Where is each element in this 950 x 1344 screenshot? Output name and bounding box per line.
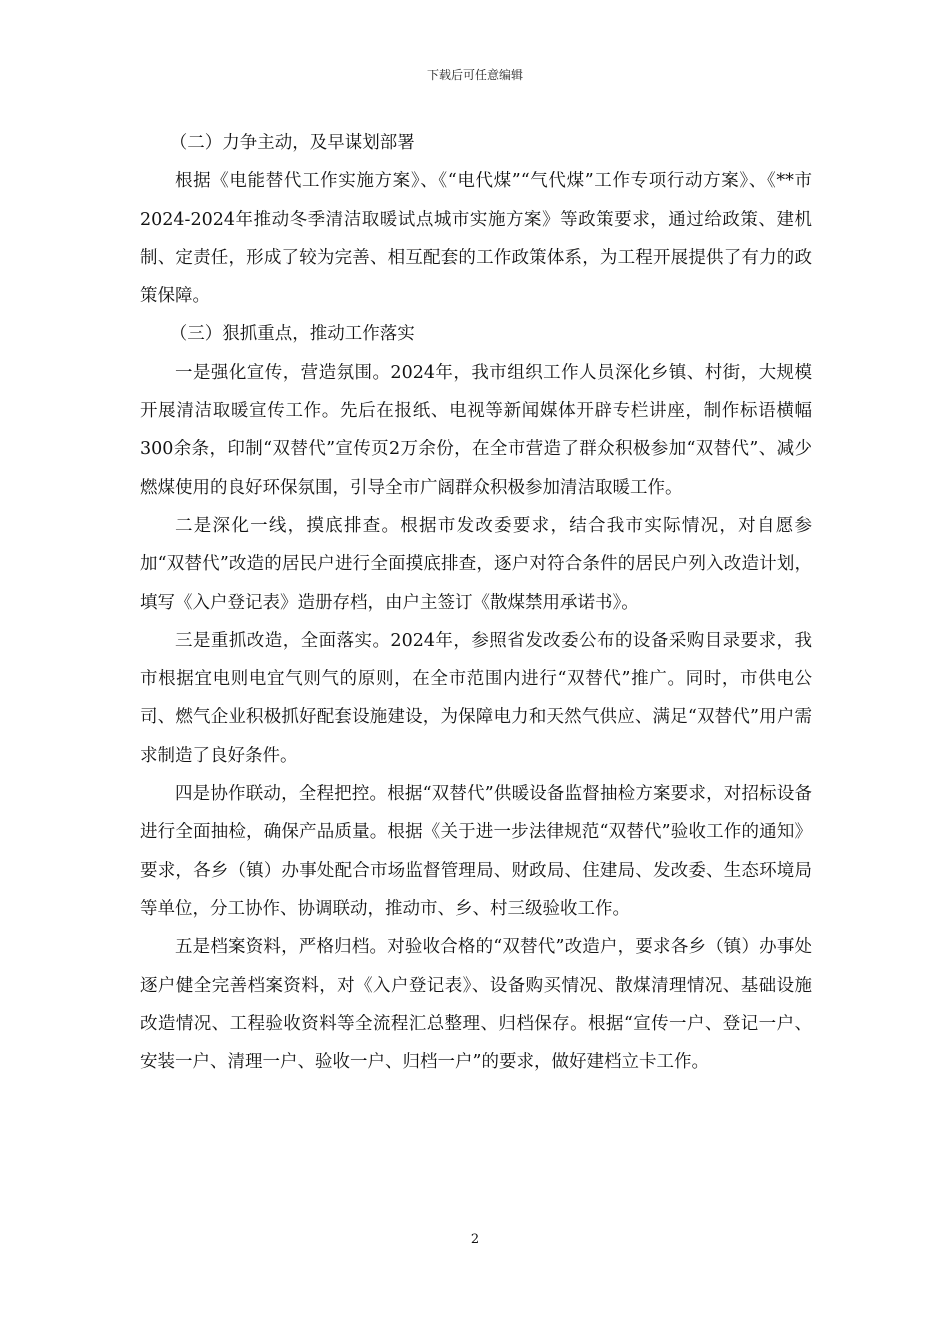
paragraph-renovation: 三是重抓改造，全面落实。2024年，参照省发改委公布的设备采购目录要求，我市根据宜电则电宜气则气的原则，在全市范围内进行“双替代”推广。同时，市供电公司、燃气企业积极抓好配套设施建设，为保障电力和天然气供应、满足“双替代”用户需求制造了良好条件。: [140, 630, 812, 766]
section-heading-3: （三）狠抓重点，推动工作落实: [169, 324, 415, 345]
page-number: 2: [470, 1232, 480, 1247]
document-body: [140, 124, 812, 1081]
paragraph-policy: 根据《电能替代工作实施方案》、《“电代煤”“气代煤”工作专项行动方案》、《**市2024-2024年推动冬季清洁取暖试点城市实施方案》等政策要求，通过给政策、建机制、定责任，形成了较为完善、相互配套的工作政策体系，为工程开展提供了有力的政策保障。: [140, 171, 812, 307]
page-header: 下载后可任意编辑: [426, 68, 523, 82]
section-heading-2: （二）力争主动，及早谋划部署: [169, 133, 415, 153]
paragraph-coordination: 四是协作联动，全程把控。根据“双替代”供暖设备监督抽检方案要求，对招标设备进行全面抽检，确保产品质量。根据《关于进一步法律规范“双替代”验收工作的通知》要求，各乡（镇）办事处配合市场监督管理局、财政局、住建局、发改委、生态环境局等单位，分工协作、协调联动，推动市、乡、村三级验收工作。: [140, 784, 812, 919]
paragraph-survey: 二是深化一线，摸底排查。根据市发改委要求，结合我市实际情况，对自愿参加“双替代”改造的居民户进行全面摸底排查，逐户对符合条件的居民户列入改造计划，填写《入户登记表》造册存档，由户主签订《散煤禁用承诺书》。: [140, 515, 812, 613]
paragraph-archiving: 五是档案资料，严格归档。对验收合格的“双替代”改造户，要求各乡（镇）办事处逐户健全完善档案资料，对《入户登记表》、设备购买情况、散煤清理情况、基础设施改造情况、工程验收资料等全流程汇总整理、归档保存。根据“宣传一户、登记一户、安装一户、清理一户、验收一户、归档一户”的要求，做好建档立卡工作。: [140, 937, 812, 1073]
paragraph-publicity: 一是强化宣传，营造氛围。2024年，我市组织工作人员深化乡镇、村街，大规模开展清洁取暖宣传工作。先后在报纸、电视等新闻媒体开辟专栏讲座，制作标语横幅300余条，印制“双替代”宣传页2万余份，在全市营造了群众积极参加“双替代”、减少燃煤使用的良好环保氛围，引导全市广阔群众积极参加清洁取暖工作。: [140, 362, 812, 498]
